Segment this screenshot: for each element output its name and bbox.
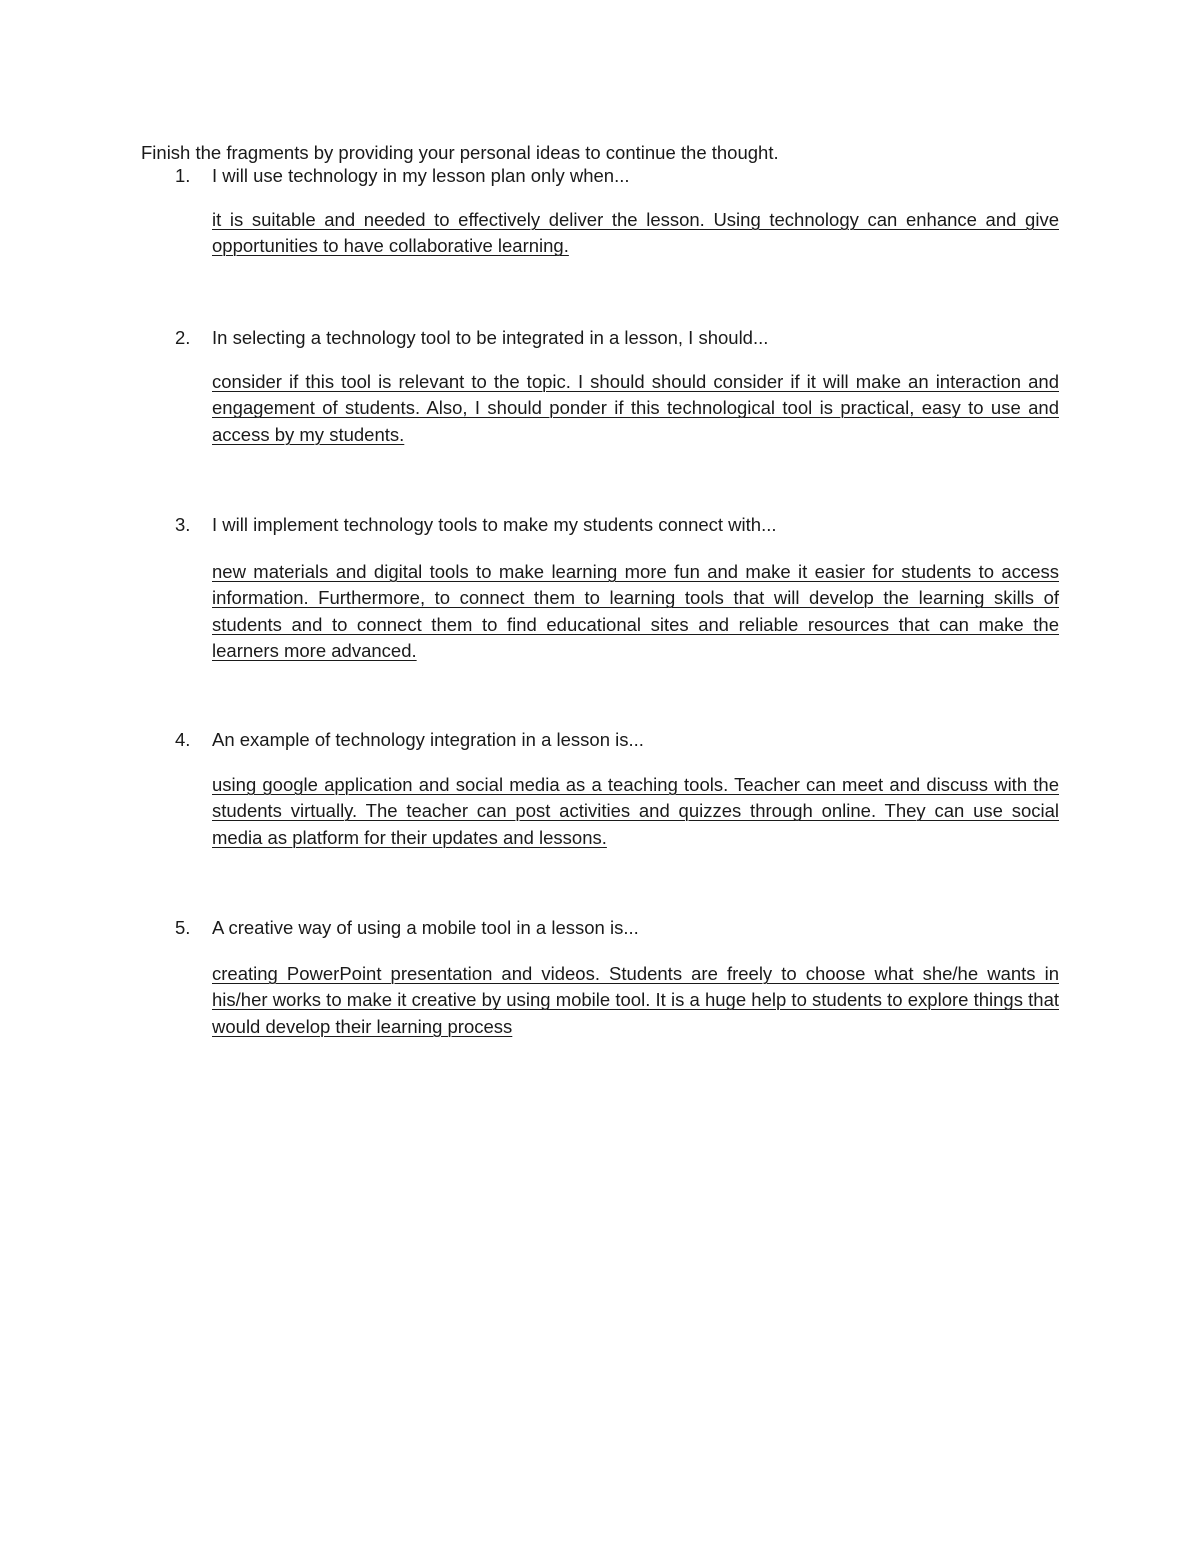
item-number: 4.: [175, 729, 191, 750]
item-number: 1.: [175, 165, 191, 186]
answer-text: consider if this tool is relevant to the topic. I should should consider if it will make an interaction and engagement of students. Also, I should ponder if this technological tool is practical, easy to use and access by my students.: [212, 371, 1059, 445]
list-item-2: [141, 327, 1061, 445]
answer-text: new materials and digital tools to make learning more fun and make it easier for students to access information. Furthermore, to connect them to learning tools that will develop the learning skills of students and to connect them to find educational sites and reliable resources that can make the learners more advanced.: [212, 561, 1059, 661]
question-prompt: A creative way of using a mobile tool in a lesson is...: [212, 917, 639, 938]
list-item-1: [141, 165, 1061, 257]
question-row: [141, 514, 1061, 536]
answer-text: using google application and social media as a teaching tools. Teacher can meet and discuss with the students virtually. The teacher can post activities and quizzes through online. They can use social media as platform for their updates and lessons.: [212, 774, 1059, 848]
list-item-3: [141, 514, 1061, 661]
item-number: 5.: [175, 917, 191, 938]
question-row: [141, 729, 1061, 751]
question-row: [141, 327, 1061, 349]
question-row: [141, 917, 1061, 939]
item-number: 2.: [175, 327, 191, 348]
answer-text: it is suitable and needed to effectively deliver the lesson. Using technology can enhance and give opportunities to have collaborative learning.: [212, 209, 1059, 257]
question-prompt: I will use technology in my lesson plan only when...: [212, 165, 630, 186]
question-row: [141, 165, 1061, 187]
answer-text: creating PowerPoint presentation and videos. Students are freely to choose what she/he wants in his/her works to make it creative by using mobile tool. It is a huge help to students to explore things that would develop their learning process: [212, 963, 1059, 1037]
question-prompt: In selecting a technology tool to be integrated in a lesson, I should...: [212, 327, 769, 348]
list-item-5: [141, 917, 1061, 1037]
question-prompt: I will implement technology tools to make my students connect with...: [212, 514, 777, 535]
question-prompt: An example of technology integration in a lesson is...: [212, 729, 644, 750]
list-item-4: [141, 729, 1061, 848]
instructions-text: Finish the fragments by providing your personal ideas to continue the thought.: [141, 142, 779, 163]
item-number: 3.: [175, 514, 191, 535]
